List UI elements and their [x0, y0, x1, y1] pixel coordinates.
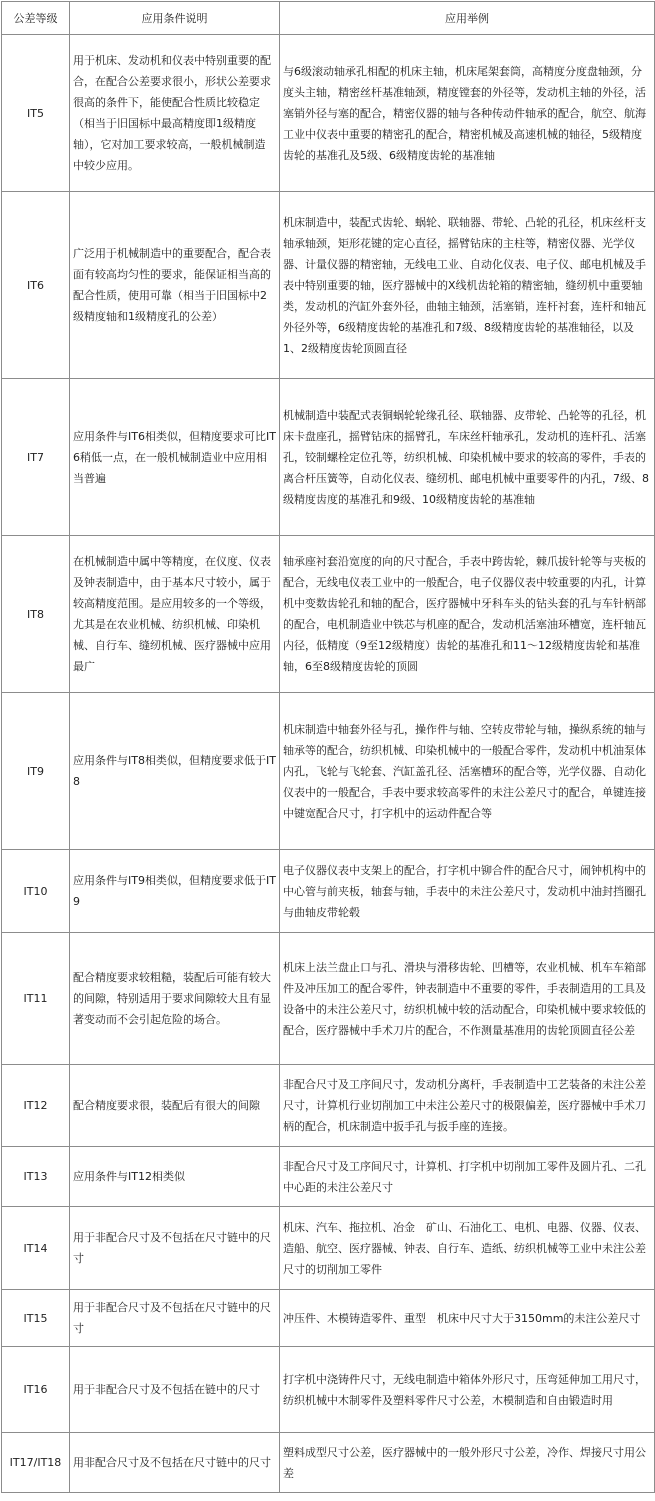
table-row — [2, 1147, 655, 1207]
header-row — [2, 2, 655, 35]
example-cell: 与6级滚动轴承孔相配的机床主轴，机床尾架套筒，高精度分度盘轴颈，分度头主轴，精密丝杆基准轴颈，精度镗套的外径等，发动机主轴的外径，活塞销外径与塞的配合，精密仪器的轴与各种传动件轴承的配合，航空、航海工业中仪表中重要的精密孔的配合，精密机械及高速机械的轴径，5级精度齿轮的基准孔及5级、6级精度齿轮的基准轴 — [280, 35, 655, 192]
example-cell: 机床上法兰盘止口与孔、滑块与滑移齿轮、凹槽等，农业机械、机车车箱部件及冲压加工的配合零件，钟表制造中不重要的零件，手表制造用的工具及设备中的未注公差尺寸，纺织机械中较的活动配合，印染机械中要求较低的配合，医疗器械中手术刀片的配合，不作测量基准用的齿轮顶圆直径公差 — [280, 933, 655, 1065]
grade-cell: IT7 — [2, 379, 70, 536]
grade-cell: IT12 — [2, 1065, 70, 1147]
table-row — [2, 1207, 655, 1290]
example-cell: 打字机中浇铸件尺寸，无线电制造中箱体外形尺寸，压弯延伸加工用尺寸，纺织机械中木制零件及塑料零件尺寸公差，木模制造和自由锻造时用 — [280, 1347, 655, 1433]
grade-cell: IT17/IT18 — [2, 1433, 70, 1493]
grade-cell: IT10 — [2, 850, 70, 933]
condition-cell: 用于非配合尺寸及不包括在链中的尺寸 — [70, 1347, 280, 1433]
condition-cell: 应用条件与IT9相类似，但精度要求低于IT9 — [70, 850, 280, 933]
grade-cell: IT15 — [2, 1290, 70, 1347]
grade-cell: IT11 — [2, 933, 70, 1065]
condition-cell: 应用条件与IT8相类似，但精度要求低于IT8 — [70, 693, 280, 850]
grade-cell: IT8 — [2, 536, 70, 693]
condition-cell: 配合精度要求很，装配后有很大的间隙 — [70, 1065, 280, 1147]
example-cell: 机床制造中轴套外径与孔，操作件与轴、空转皮带轮与轴，操纵系统的轴与轴承等的配合，纺织机械、印染机械中的一般配合零件，发动机中机油泵体内孔，飞轮与飞轮套、汽缸盖孔径、活塞槽环的配合等，光学仪器、自动化仪表中的一般配合，手表中要求较高零件的未注公差尺寸的配合，单键连接中键宽配合尺寸，打字机中的运动件配合等 — [280, 693, 655, 850]
example-cell: 非配合尺寸及工序间尺寸，计算机、打字机中切削加工零件及圆片孔、二孔中心距的未注公差尺寸 — [280, 1147, 655, 1207]
table-row — [2, 850, 655, 933]
table-row — [2, 1065, 655, 1147]
grade-cell: IT6 — [2, 192, 70, 379]
example-cell: 轴承座衬套沿宽度的向的尺寸配合，手表中跨齿轮，棘爪拔针轮等与夹板的配合，无线电仪表工业中的一般配合，电子仪器仪表中较重要的内孔，计算机中变数齿轮孔和轴的配合，医疗器械中牙科车头的钻头套的孔与车针柄部的配合，电机制造业中铁芯与机座的配合，发动机活塞油环槽宽，连杆轴瓦内径，低精度（9至12级精度）齿轮的基准孔和11～12级精度齿轮和基准轴，6至8级精度齿轮的顶圆 — [280, 536, 655, 693]
table-header — [2, 2, 655, 35]
table-row — [2, 379, 655, 536]
condition-cell: 配合精度要求较粗糙，装配后可能有较大的间隙，特别适用于要求间隙较大且有显著变动而不会引起危险的场合。 — [70, 933, 280, 1065]
grade-cell: IT5 — [2, 35, 70, 192]
example-cell: 非配合尺寸及工序间尺寸，发动机分离杆，手表制造中工艺装备的未注公差尺寸，计算机行业切削加工中未注公差尺寸的极限偏差，医疗器械中手术刀柄的配合，机床制造中扳手孔与扳手座的连接。 — [280, 1065, 655, 1147]
condition-cell: 应用条件与IT6相类似，但精度要求可比IT6稍低一点，在一般机械制造业中应用相当普遍 — [70, 379, 280, 536]
header-condition: 应用条件说明 — [70, 2, 280, 35]
example-cell: 冲压件、木模铸造零件、重型 机床中尺寸大于3150mm的未注公差尺寸 — [280, 1290, 655, 1347]
condition-cell: 用于机床、发动机和仪表中特别重要的配合，在配合公差要求很小，形状公差要求很高的条件下，能使配合性质比较稳定（相当于旧国标中最高精度即1级精度轴），它对加工要求较高，一般机械制造中较少应用。 — [70, 35, 280, 192]
condition-cell: 用于非配合尺寸及不包括在尺寸链中的尺寸 — [70, 1290, 280, 1347]
header-example: 应用举例 — [280, 2, 655, 35]
table-row — [2, 1347, 655, 1433]
condition-cell: 在机械制造中属中等精度，在仪度、仪表及钟表制造中，由于基本尺寸较小，属于较高精度范围。是应用较多的一个等级，尤其是在农业机械、纺织机械、印染机械、自行车、缝纫机械、医疗器械中应用最广 — [70, 536, 280, 693]
table-row — [2, 1433, 655, 1493]
grade-cell: IT16 — [2, 1347, 70, 1433]
example-cell: 机床制造中，装配式齿轮、蜗轮、联轴器、带轮、凸轮的孔径，机床丝杆支轴承轴颈，矩形花键的定心直径，摇臂钻床的主柱等，精密仪器、光学仪器、计量仪器的精密轴，无线电工业、自动化仪表、电子仪、邮电机械及手表中特别重要的轴，医疗器械中的X线机齿轮箱的精密轴，缝纫机中重要轴类，发动机的汽缸外套外径，曲轴主轴颈，活塞销，连杆衬套，连杆和轴瓦外径外等，6级精度齿轮的基准孔和7级、8级精度齿轮的基准轴径，以及1、2级精度齿轮顶圆直径 — [280, 192, 655, 379]
grade-cell: IT9 — [2, 693, 70, 850]
table-row — [2, 536, 655, 693]
condition-cell: 用非配合尺寸及不包括在尺寸链中的尺寸 — [70, 1433, 280, 1493]
table-row — [2, 693, 655, 850]
grade-cell: IT13 — [2, 1147, 70, 1207]
condition-cell: 广泛用于机械制造中的重要配合，配合表面有较高均匀性的要求，能保证相当高的配合性质，使用可靠（相当于旧国标中2级精度轴和1级精度孔的公差） — [70, 192, 280, 379]
table-body — [2, 35, 655, 1493]
grade-cell: IT14 — [2, 1207, 70, 1290]
condition-cell: 应用条件与IT12相类似 — [70, 1147, 280, 1207]
example-cell: 塑料成型尺寸公差，医疗器械中的一般外形尺寸公差，冷作、焊接尺寸用公差 — [280, 1433, 655, 1493]
example-cell: 机械制造中装配式表铜蜗轮轮缘孔径、联轴器、皮带轮、凸轮等的孔径，机床卡盘座孔，摇臂钻床的摇臂孔，车床丝杆轴承孔，发动机的连杆孔、活塞孔，铰制螺栓定位孔等，纺织机械、印染机械中要求的较高的零件，手表的离合杆压簧等，自动化仪表、缝纫机、邮电机械中重要零件的内孔，7级、8级精度齿度的基准孔和9级、10级精度齿轮的基准轴 — [280, 379, 655, 536]
example-cell: 机床、汽车、拖拉机、冶金 矿山、石油化工、电机、电器、仪器、仪表、造船、航空、医疗器械、钟表、自行车、造纸、纺织机械等工业中未注公差尺寸的切削加工零件 — [280, 1207, 655, 1290]
table-row — [2, 192, 655, 379]
table-row — [2, 35, 655, 192]
table-row — [2, 1290, 655, 1347]
condition-cell: 用于非配合尺寸及不包括在尺寸链中的尺寸 — [70, 1207, 280, 1290]
table-row — [2, 933, 655, 1065]
example-cell: 电子仪器仪表中支架上的配合，打字机中铆合件的配合尺寸，闹钟机构中的中心管与前夹板，轴套与轴，手表中的未注公差尺寸，发动机中油封挡圈孔与曲轴皮带轮毂 — [280, 850, 655, 933]
header-grade: 公差等级 — [2, 2, 70, 35]
tolerance-grade-table — [1, 1, 655, 1493]
